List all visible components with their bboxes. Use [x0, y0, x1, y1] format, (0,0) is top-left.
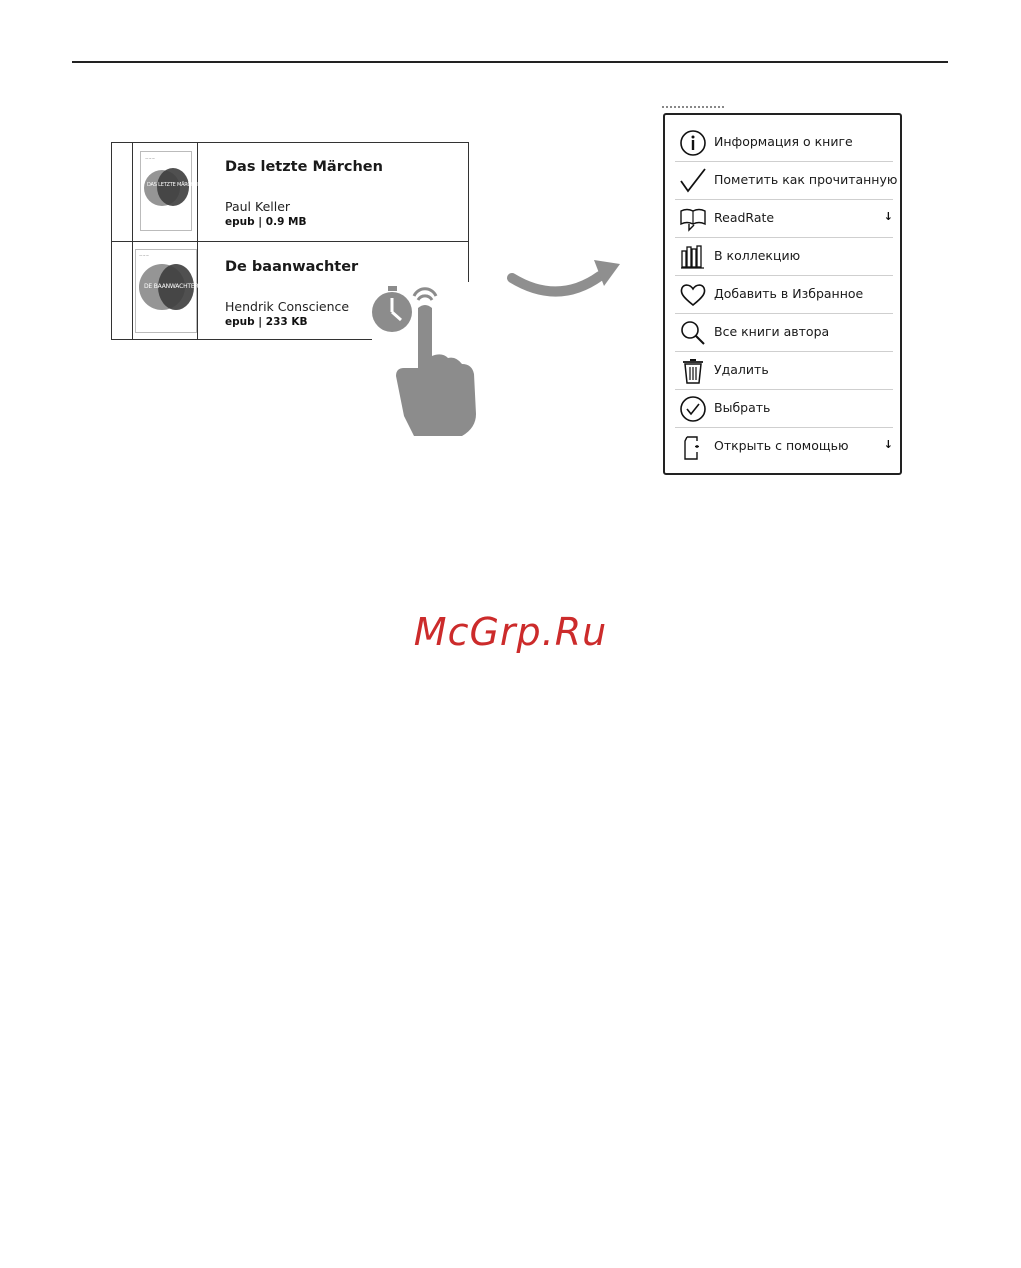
menu-item-open-with[interactable]: [675, 427, 893, 465]
menu-item-readrate[interactable]: [675, 199, 893, 238]
menu-item-label: Все книги автора: [714, 324, 830, 339]
book-row[interactable]: [112, 143, 468, 242]
book-cover: [132, 239, 198, 339]
menu-item-label: Выбрать: [714, 400, 771, 415]
row-left-bar: [112, 239, 133, 339]
publisher-mark: ~~~: [139, 253, 150, 258]
book-title: De baanwachter: [225, 259, 359, 275]
cover-page: [135, 249, 197, 333]
menu-item-label: ReadRate: [714, 210, 775, 225]
row-left-bar: [112, 143, 133, 241]
book-meta: epub | 233 KB: [225, 316, 308, 328]
menu-item-label: Пометить как прочитанную: [714, 172, 898, 187]
book-context-menu: [663, 113, 902, 475]
checkmark-icon: [679, 167, 707, 195]
menu-item-label: Открыть с помощью: [714, 438, 849, 453]
readrate-icon: [679, 205, 707, 233]
menu-item-label: Удалить: [714, 362, 769, 377]
menu-item-label: В коллекцию: [714, 248, 801, 263]
menu-item-book-info[interactable]: [675, 123, 893, 162]
menu-item-all-books-by-author[interactable]: [675, 313, 893, 352]
menu-top-marks: [662, 106, 724, 111]
open-with-icon: [679, 433, 707, 461]
timer-icon: [372, 286, 412, 332]
book-cover: [132, 143, 201, 241]
curved-arrow-icon: [510, 258, 625, 306]
cover-title: DE BAANWACHTER: [144, 283, 199, 290]
menu-item-label: Информация о книге: [714, 134, 853, 149]
menu-item-select[interactable]: [675, 389, 893, 428]
page-top-rule: [72, 61, 948, 63]
select-circle-icon: [679, 395, 707, 423]
book-author: Hendrik Conscience: [225, 299, 350, 314]
search-icon: [679, 319, 707, 347]
cover-title: DAS LETZTE MÄRCHEN: [147, 182, 201, 188]
info-icon: [679, 129, 707, 157]
book-author: Paul Keller: [225, 199, 291, 214]
menu-item-delete[interactable]: [675, 351, 893, 390]
book-meta: epub | 0.9 MB: [225, 216, 307, 228]
heart-icon: [679, 281, 707, 309]
menu-item-mark-read[interactable]: [675, 161, 898, 200]
tap-hand-icon: [368, 278, 498, 448]
publisher-mark: ~~~: [145, 156, 156, 161]
watermark: McGrp.Ru: [413, 610, 608, 654]
expand-arrow-icon: ↓: [883, 438, 893, 451]
menu-item-label: Добавить в Избранное: [714, 286, 864, 301]
trash-icon: [679, 357, 707, 385]
cover-page: [140, 151, 201, 231]
menu-item-add-to-favorites[interactable]: [675, 275, 893, 314]
collection-icon: [679, 243, 707, 271]
menu-item-add-to-collection[interactable]: [675, 237, 893, 276]
book-title: Das letzte Märchen: [225, 159, 383, 175]
expand-arrow-icon: ↓: [883, 210, 893, 223]
